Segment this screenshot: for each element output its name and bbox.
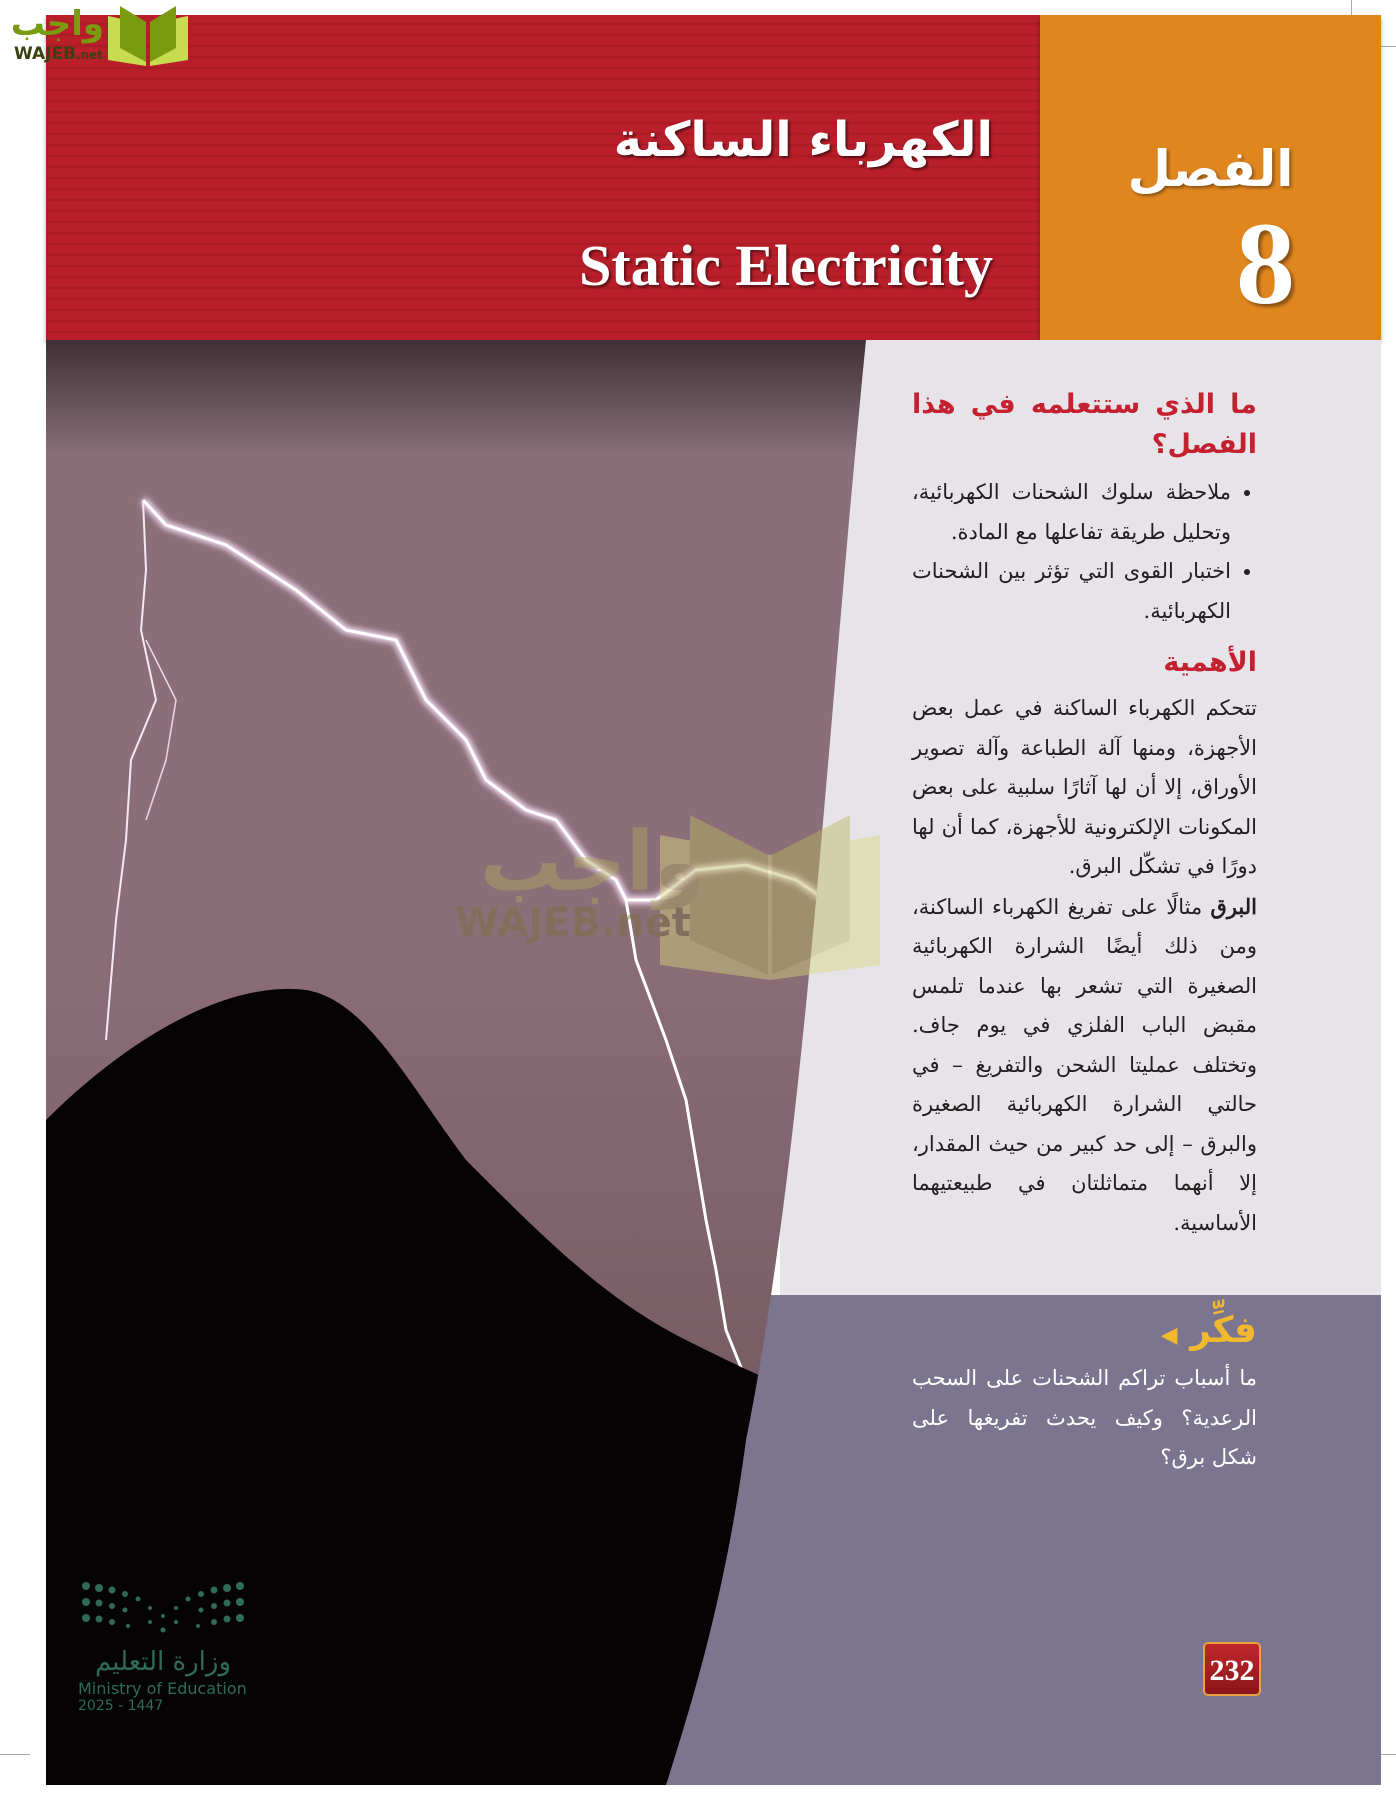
- lightning-paragraph-text: مثالًا على تفريغ الكهرباء الساكنة، ومن ذلك أيضًا الشرارة الكهربائية الصغيرة التي تشعر بها عندما تلمس مقبض الباب الفلزي في يوم جاف. وتختلف عمليتا الشحن والتفريغ – في حالتي الشرارة الكهربائية الصغيرة والبرق – إلى حد كبير من حيث المقدار، إلا أنهما متماثلتان في طبيعتيهما الأساسية.: [912, 894, 1257, 1235]
- ministry-dots-icon: [78, 1580, 248, 1635]
- think-heading-text: فكِّر: [1190, 1310, 1257, 1351]
- importance-heading: الأهمية: [1163, 647, 1257, 678]
- wajeb-watermark: [455, 815, 895, 985]
- importance-paragraph: تتحكم الكهرباء الساكنة في عمل بعض الأجهزة، ومنها آلة الطباعة وآلة تصوير الأوراق، إلا أن لها آثارًا سلبية على بعض المكونات الإلكترونية للأجهزة، كما أن لها دورًا في تشكّل البرق.: [912, 696, 1257, 878]
- think-section: [912, 1310, 1257, 1478]
- ministry-name-english: Ministry of Education: [78, 1679, 247, 1698]
- objective-item: • ملاحظة سلوك الشحنات الكهربائية، وتحليل طريقة تفاعلها مع المادة.: [912, 473, 1231, 552]
- chapter-title-arabic: الكهرباء الساكنة: [613, 112, 993, 168]
- page-number: 232: [1203, 1642, 1261, 1696]
- lightning-paragraph: [912, 887, 1257, 1244]
- triangle-left-icon: ◀: [1160, 1323, 1178, 1348]
- watermark-latin: WAJEB.net: [455, 900, 691, 946]
- objectives-section: [912, 385, 1257, 1243]
- logo-arabic: واجب: [10, 4, 104, 44]
- wajeb-logo[interactable]: [8, 4, 188, 66]
- crop-mark: [0, 1754, 30, 1755]
- ministry-year: 2025 - 1447: [78, 1698, 164, 1714]
- chapter-number: 8: [1236, 198, 1295, 329]
- ministry-name-arabic: وزارة التعليم: [94, 1647, 232, 1677]
- chapter-label: الفصل: [1127, 140, 1294, 198]
- think-question: ما أسباب تراكم الشحنات على السحب الرعدية؟ وكيف يحدث تفريغها على شكل برق؟: [912, 1366, 1257, 1469]
- ministry-logo: [78, 1580, 253, 1714]
- think-heading: [912, 1310, 1257, 1351]
- objectives-list: [912, 473, 1257, 631]
- objective-item: • اختبار القوى التي تؤثر بين الشحنات الكهربائية.: [912, 552, 1231, 631]
- book-logo-icon: [108, 4, 188, 66]
- term-lightning: البرق: [1210, 893, 1257, 919]
- objectives-heading: ما الذي ستتعلمه في هذا الفصل؟: [912, 389, 1257, 460]
- chapter-title-english: Static Electricity: [579, 233, 993, 298]
- lightning-photo: [46, 340, 866, 1785]
- logo-latin: WAJEB.net: [14, 44, 104, 64]
- watermark-arabic: واجب: [480, 815, 705, 910]
